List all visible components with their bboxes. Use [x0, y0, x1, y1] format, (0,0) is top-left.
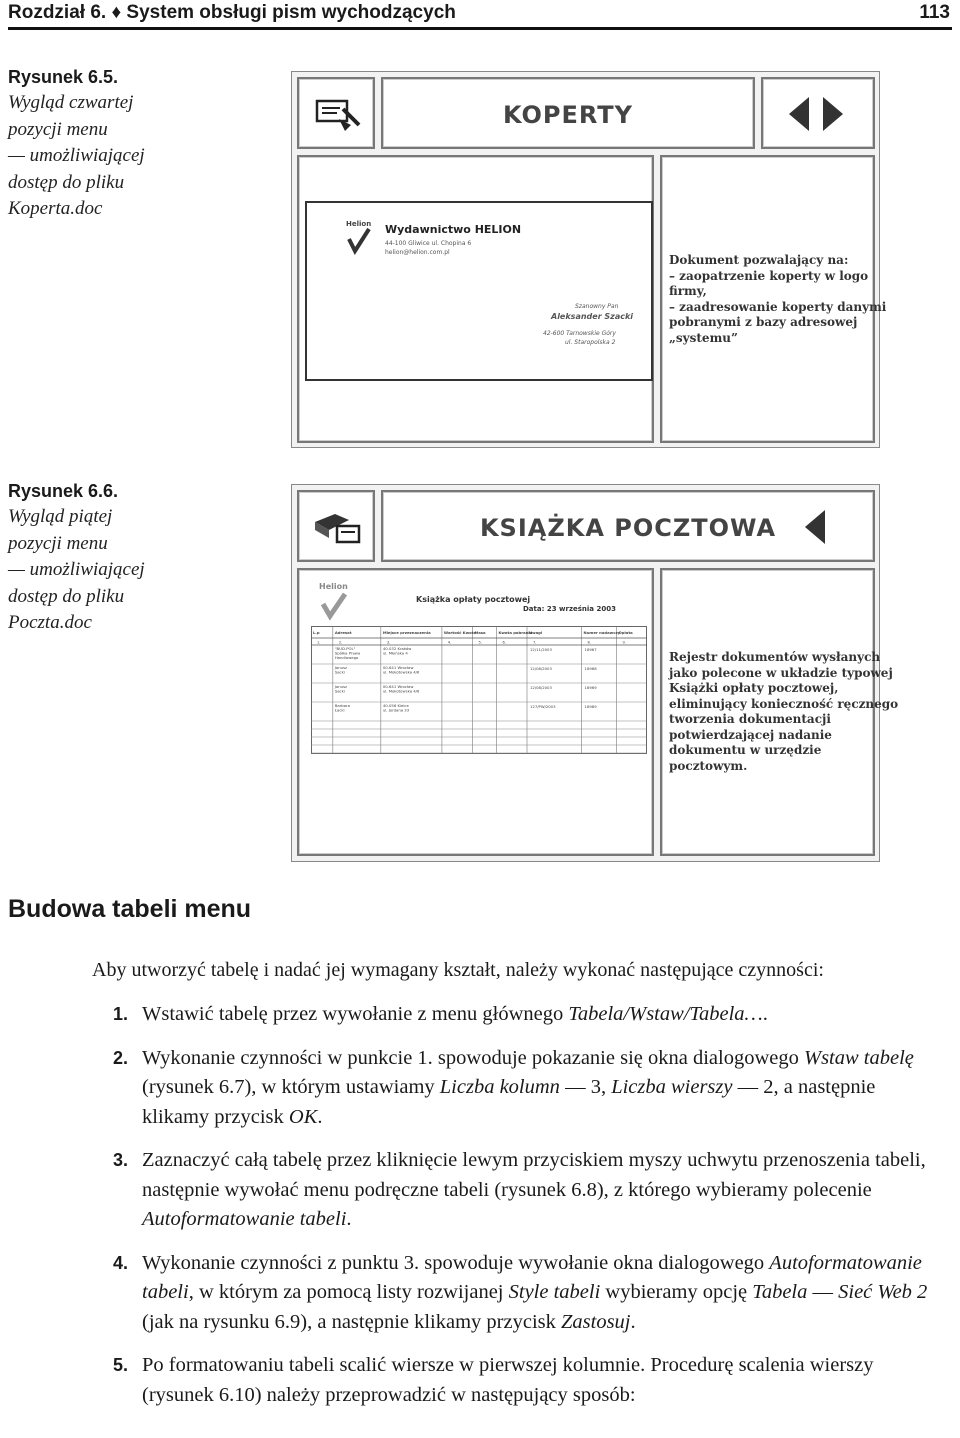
nav-panel — [761, 77, 875, 149]
emphasized-term: Sieć Web 2 — [838, 1281, 928, 1303]
ledger-cell-remarks: 12/08/2003 — [530, 666, 552, 671]
ledger-cell-destination: ul. Jordana 33 — [382, 707, 410, 713]
ledger-cell-remarks: 12/11/2003 — [530, 647, 552, 652]
ledger-cell-addressee: Łacki — [334, 707, 345, 713]
page-number: 113 — [919, 2, 950, 23]
menu-icon-panel[interactable] — [297, 490, 375, 562]
ledger-column-header: Opłata — [618, 630, 633, 635]
figure-screenshot-ksiazka-pocztowa — [291, 484, 899, 862]
ledger-column-header: Masa — [474, 630, 486, 635]
ledger-column-number: 7. — [533, 640, 537, 645]
step-text: , w którym za pomocą listy rozwijanej — [188, 1281, 509, 1303]
menu-title-panel — [381, 490, 875, 562]
recipient-name: Aleksander Szacki — [551, 312, 634, 321]
emphasized-term: Liczba wierszy — [611, 1076, 733, 1098]
step-number: 5. — [113, 1355, 129, 1375]
ledger-cell-number: 18967 — [584, 647, 597, 652]
list-item — [113, 1351, 943, 1410]
helion-logo-icon — [345, 219, 373, 257]
ledger-cell-destination: 00-641 Wrocław — [382, 665, 414, 670]
emphasized-term: Style tabeli — [508, 1281, 601, 1303]
logo-brand: Helion — [319, 582, 348, 591]
emphasized-term: Wstaw tabelę — [804, 1046, 914, 1069]
description-line: dokumentu w urzędzie — [669, 743, 822, 757]
ledger-column-header: Adresat — [334, 630, 352, 635]
sender-email: helion@helion.com.pl — [385, 249, 450, 256]
chapter-title: Rozdział 6. ♦ System obsługi pism wychodzących — [8, 2, 456, 23]
emphasized-term: Autoformatowanie tabeli — [142, 1251, 922, 1303]
sender-name: Wydawnictwo HELION — [385, 223, 522, 236]
ledger-table — [311, 626, 647, 790]
menu-title: KOPERTY — [502, 101, 634, 129]
description-line: jako polecone w układzie typowej — [669, 665, 893, 680]
menu-title: KSIĄŻKA POCZTOWA — [479, 514, 777, 542]
step-text: . — [346, 1208, 352, 1230]
description-line: potwierdzającej nadanie — [669, 727, 832, 742]
caption-line: Koperta.doc — [8, 198, 103, 219]
arrow-left-icon[interactable] — [803, 508, 827, 546]
intro-paragraph: Aby utworzyć tabelę i nadać jej wymagany kształt, należy wykonać następujące czynności: — [92, 959, 824, 981]
ledger-column-header: L.p — [313, 630, 320, 635]
logo-brand: Helion — [346, 220, 372, 228]
document-preview-panel[interactable] — [297, 568, 654, 856]
caption-line: Wygląd piątej — [8, 506, 113, 527]
description-line: tworzenia dokumentacji — [669, 712, 831, 726]
ledger-cell-number: 18969 — [584, 685, 597, 690]
description-line: Dokument pozwalający na: — [669, 253, 849, 267]
figure-label: Rysunek 6.5. — [8, 67, 119, 87]
step-text: . — [630, 1310, 636, 1333]
ledger-cell-addressee: Barbara — [334, 703, 350, 708]
caption-line: pozycji menu — [8, 118, 108, 140]
ledger-cell-addressee: Sacki — [334, 688, 345, 694]
caption-line: — umożliwiającej — [8, 145, 145, 166]
ledger-date: Data: 23 września 2003 — [523, 605, 616, 613]
ledger-cell-addressee: Janusz — [334, 665, 348, 670]
ledger-cell-destination: 40-056 Kielce — [382, 703, 409, 708]
envelope-pen-icon — [313, 95, 363, 135]
step-text: wybieramy opcję — [600, 1281, 753, 1303]
ledger-cell-destination: ul. Młyńska 4 — [382, 650, 408, 656]
caption-line: — umożliwiającej — [8, 559, 145, 580]
ledger-column-number: 2. — [338, 640, 343, 645]
ledger-column-number: 5. — [478, 640, 482, 645]
step-text: . — [762, 1003, 768, 1025]
list-item — [113, 1044, 943, 1133]
ledger-column-header: Miejsce przeznaczenia — [382, 630, 431, 635]
ledger-cell-destination: 00-641 Wrocław — [382, 684, 414, 689]
envelope-preview — [305, 201, 653, 381]
book-letter-icon — [313, 508, 363, 548]
ledger-border — [312, 627, 647, 754]
ledger-cell-remarks: 127/PW/2003 — [530, 704, 556, 709]
arrow-right-icon[interactable] — [821, 95, 845, 133]
step-text: — 2, a następnie klikamy przycisk — [142, 1076, 876, 1128]
ledger-cell-remarks: 12/08/2003 — [530, 685, 552, 690]
caption-line: dostęp do pliku — [8, 171, 125, 193]
ledger-column-number: 1. — [317, 640, 321, 645]
step-text: Wykonanie czynności w punkcie 1. spowoduje pokazanie się okna dialogowego — [142, 1046, 804, 1069]
ledger-cell-destination: 40-032 Kraków — [382, 646, 412, 651]
ledger-column-header: Numer nadawczy — [583, 630, 621, 635]
ledger-title: Książka opłaty pocztowej — [416, 595, 531, 604]
figure-caption-6-6 — [8, 478, 258, 637]
step-text: Po formatowaniu tabeli scalić wiersze w pierwszej kolumnie. Procedurę scalenia wierszy (rysunek 6.10) należy przeprowadzić w następujący sposób: — [142, 1354, 874, 1406]
ledger-cell-addressee: Spółka Prawa — [334, 650, 361, 656]
caption-line: Wygląd czwartej — [8, 92, 134, 113]
recipient-salutation: Szanowny Pan — [575, 303, 619, 310]
ledger-cell-number: 18968 — [584, 666, 597, 671]
caption-line: Poczta.doc — [8, 612, 92, 633]
caption-line: pozycji menu — [8, 532, 108, 554]
emphasized-term: OK — [288, 1105, 318, 1128]
step-text: Wykonanie czynności z punktu 3. spowoduje wywołanie okna dialogowego — [142, 1251, 770, 1274]
emphasized-term: Autoformatowanie tabeli — [142, 1208, 347, 1230]
figure-screenshot-koperty — [291, 71, 887, 448]
ledger-column-header: Wartość Kwota — [443, 630, 477, 635]
figure-label: Rysunek 6.6. — [8, 481, 119, 501]
document-preview-panel[interactable] — [297, 155, 654, 443]
running-header — [8, 0, 952, 30]
description-line: pobranymi z bazy adresowej — [669, 315, 858, 329]
description-panel — [660, 568, 899, 856]
description-line: Książki opłaty pocztowej, — [669, 681, 839, 695]
description-line: – zaadresowanie koperty danymi — [669, 299, 887, 314]
list-item — [113, 1249, 943, 1338]
ledger-column-number: 4. — [447, 640, 452, 645]
list-item — [113, 1146, 943, 1235]
recipient-city: 42-600 Tarnowskie Góry — [543, 330, 616, 337]
arrow-left-icon[interactable] — [787, 95, 811, 133]
ledger-cell-addressee: Janusz — [334, 684, 348, 689]
recipient-street: ul. Staropolska 2 — [565, 339, 616, 346]
numbered-steps — [113, 1000, 943, 1424]
step-text: . — [317, 1105, 323, 1128]
description-text — [669, 253, 886, 346]
emphasized-term: Liczba kolumn — [439, 1076, 560, 1098]
step-number: 2. — [113, 1047, 129, 1068]
step-text: Zaznaczyć całą tabelę przez kliknięcie lewym przyciskiem myszy uchwytu przenoszenia tabeli, następnie wywołać menu podręczne tabeli (rysunek 6.8), z którego wybieramy polecenie — [142, 1149, 926, 1201]
ledger-cell-addressee: "BUD-POL" — [334, 646, 356, 651]
description-line: – zaopatrzenie koperty w logo — [669, 268, 869, 283]
description-line: „systemu” — [669, 330, 738, 345]
description-line: Rejestr dokumentów wysłanych — [669, 650, 881, 664]
description-line: pocztowym. — [669, 758, 748, 773]
step-text: Wstawić tabelę przez wywołanie z menu głównego — [142, 1003, 569, 1025]
ledger-column-number: 8. — [587, 640, 591, 645]
figure-caption-6-5 — [8, 64, 258, 223]
caption-line: dostęp do pliku — [8, 585, 125, 607]
ledger-cell-destination: ul. Mokotowska 4/6 — [382, 669, 420, 675]
menu-icon-panel[interactable] — [297, 77, 375, 149]
emphasized-term: Tabela — [752, 1281, 808, 1303]
description-line: firmy, — [669, 284, 707, 298]
ledger-column-number: 6. — [502, 640, 506, 645]
emphasized-term: Tabela/Wstaw/Tabela… — [568, 1003, 763, 1025]
sender-address: 44-100 Gliwice ul. Chopina 6 — [385, 240, 472, 247]
step-number: 3. — [113, 1150, 129, 1170]
description-line: eliminujący konieczność ręcznego — [669, 696, 899, 711]
step-text: (rysunek 6.7), w którym ustawiamy — [142, 1076, 440, 1098]
section-heading: Budowa tabeli menu — [8, 895, 252, 923]
ledger-cell-destination: ul. Mokotowska 4/6 — [382, 688, 420, 694]
emphasized-term: Zastosuj — [561, 1310, 631, 1333]
description-text — [669, 650, 898, 774]
step-text: (jak na rysunku 6.9), a następnie klikamy przycisk — [142, 1310, 561, 1333]
ledger-column-header: Kwota pobrania — [498, 630, 533, 635]
ledger-cell-addressee: Handlowego — [334, 655, 359, 660]
ledger-cell-addressee: Sacki — [334, 669, 345, 675]
menu-title-panel — [381, 77, 755, 149]
description-panel — [660, 155, 887, 443]
step-number: 1. — [113, 1004, 129, 1024]
step-number: 4. — [113, 1252, 129, 1273]
ledger-column-number: 3. — [386, 640, 391, 645]
helion-logo-icon — [317, 580, 351, 622]
list-item — [113, 1000, 943, 1030]
ledger-cell-number: 18989 — [584, 704, 597, 709]
step-text: — 3, — [559, 1076, 612, 1098]
step-text: — — [807, 1281, 839, 1303]
ledger-column-number: 9. — [622, 640, 626, 645]
ledger-column-header: Uwagi — [529, 630, 543, 635]
ledger-grid — [311, 626, 647, 790]
